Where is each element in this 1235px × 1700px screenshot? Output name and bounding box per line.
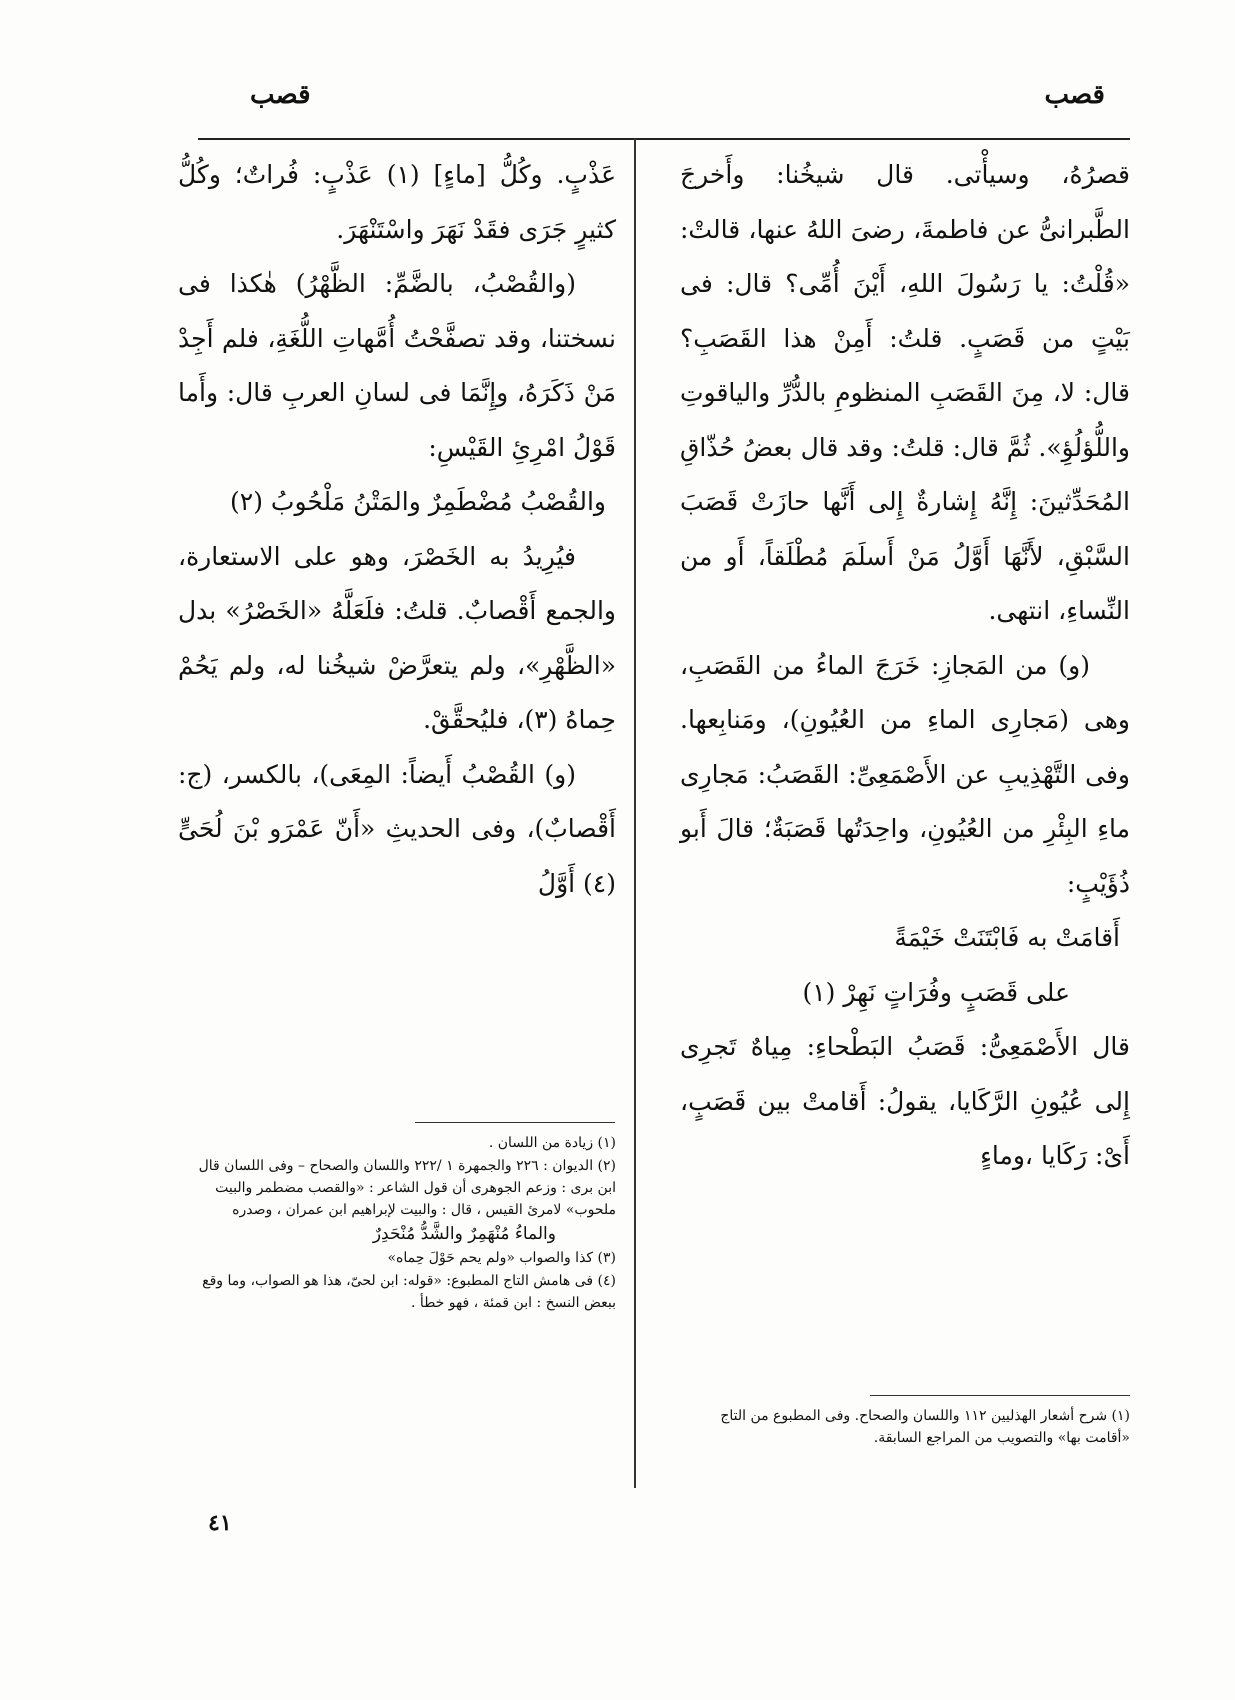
right-paragraph-1: قصرُهُ، وسيأْتى. قال شيخُنا: وأَخرجَ الطَّبرانىُّ عن فاطمةَ، رضىَ اللهُ عنها، قالتْ: «قُلْتُ: يا رَسُولَ اللهِ، أَيْنَ أُمِّى؟ قال: فى بَيْتٍ من قَصَبٍ. قلتُ: أَمِنْ هذا القَصَبِ؟ قال: لا، مِنَ القَصَبِ المنظومِ بالدُّرِّ والياقوتِ واللُّؤلُؤِ». ثُمَّ قال: قلتُ: وقد قال بعضُ حُذّاقِ المُحَدِّثينَ: إِنَّهُ إِشارةٌ إِلى أَنَّها حازَتْ قَصَبَ السَّبْقِ، لأَنَّهَا أَوَّلُ مَنْ أَسلَمَ مُطْلَقاً، أَو من النِّساءِ، انتهى. <box>680 160 1130 625</box>
footnote-left-2: (٢) الديوان : ٢٢٦ والجمهرة ١ /٢٢٢ واللسان والصحاح – وفى اللسان قال ابن برى : وزعم الجوهرى أن قول الشاعر : «والقصب مضطمر والبيت ملحوب» لامرئ القيس ، قال : والبيت لإبراهيم ابن عمران ، وصدره <box>198 1158 616 1218</box>
right-verse-line-1: أَقامَتْ به فَابْتَنَتْ خَيْمَةً <box>894 923 1120 952</box>
footnotes-right <box>690 1405 1130 1450</box>
footnote-right-1: (١) شرح أشعار الهذليين ١١٢ واللسان والصحاح. وفى المطبوع من التاج «أقامت بها» والتصويب من المراجع السابقة. <box>720 1408 1130 1446</box>
footnote-rule-left <box>415 1122 615 1123</box>
page-number: ٤١ <box>208 1510 232 1536</box>
header-rule <box>198 138 1130 140</box>
right-paragraph-3: قال الأَصْمَعِىُّ: قَصَبُ البَطْحاءِ: مِياهٌ تَجرِى إِلى عُيُونِ الرَّكَايا، يقولُ: أَقامتْ بين قَصَبٍ، أَىْ: رَكَايا ،وماءٍ <box>680 1032 1130 1170</box>
column-divider <box>634 138 636 1488</box>
footnote-left-3: (٣) كذا والصواب «ولم يحم حَوْلَ حِماه» <box>387 1250 616 1266</box>
left-paragraph-1: عَذْبٍ. وكُلُّ [ماءٍ] (١) عَذْبٍ: فُراتٌ؛ وكُلُّ كثيرٍ جَرَى فقَدْ نَهَرَ واسْتَنْهَرَ. <box>178 160 616 244</box>
right-paragraph-2: (و) من المَجازِ: خَرَجَ الماءُ من القَصَبِ، وهى (مَجارِى الماءِ من العُيُونِ)، ومَنابِعها. وفى التَّهْذِيبِ عن الأَصْمَعِىِّ: القَصَبُ: مَجارِى ماءِ البِئْرِ من العُيُونِ، واحِدَتُها قَصَبَةٌ؛ قالَ أَبو ذُؤَيْبٍ: <box>680 650 1130 898</box>
footnote-left-2-verse: والماءُ مُنْهَمِرٌ والشَّدُّ مُنْحَدِرٌ <box>372 1224 556 1244</box>
running-headword-left: قصب <box>250 80 311 110</box>
left-column <box>178 148 616 911</box>
footnotes-left <box>178 1132 616 1315</box>
running-headword-right: قصب <box>1044 80 1105 110</box>
right-column <box>680 148 1130 1184</box>
right-verse-line-2: على قَصَبٍ وفُرَاتٍ نَهِرْ (١) <box>802 977 1070 1007</box>
footnote-left-1: (١) زيادة من اللسان . <box>488 1135 616 1151</box>
left-paragraph-4: (و) القُصْبُ أَيضاً: المِعَى)، بالكسر، (ج: أَقْصابٌ)، وفى الحديثِ «أَنّ عَمْرَو بْنَ لُحَىٍّ (٤) أَوَّلُ <box>178 759 616 898</box>
footnote-rule-right <box>870 1395 1130 1396</box>
footnote-left-4: (٤) فى هامش التاج المطبوع: «قوله: ابن لحىّ، هذا هو الصواب، وما وقع ببعض النسخ : ابن قمئة ، فهو خطأ . <box>202 1273 616 1311</box>
left-paragraph-3: فيُرِيدُ به الخَصْرَ، وهو على الاستعارة، والجمع أَقْصابٌ. قلتُ: فلَعَلَّهُ «الخَصْرُ» بدل «الظَّهْرِ»، ولم يتعرَّضْ شيخُنا له، ولم يَحُمْ حِماهُ (٣)، فليُحقَّقْ. <box>178 541 616 734</box>
left-verse: والقُصْبُ مُضْطَمِرٌ والمَتْنُ مَلْحُوبُ (٢) <box>230 487 606 516</box>
left-paragraph-2: (والقُصْبُ، بالضَّمِّ: الظَّهْرُ) هٰكذا فى نسختنا، وقد تصفَّحْتُ أُمَّهاتِ اللُّغَةِ، فلم أَجِدْ مَنْ ذَكَرَهُ، وإِنَّمَا فى لسانِ العربِ قال: وأَما قَوْلُ امْرِئِ القَيْسِ: <box>178 269 616 462</box>
